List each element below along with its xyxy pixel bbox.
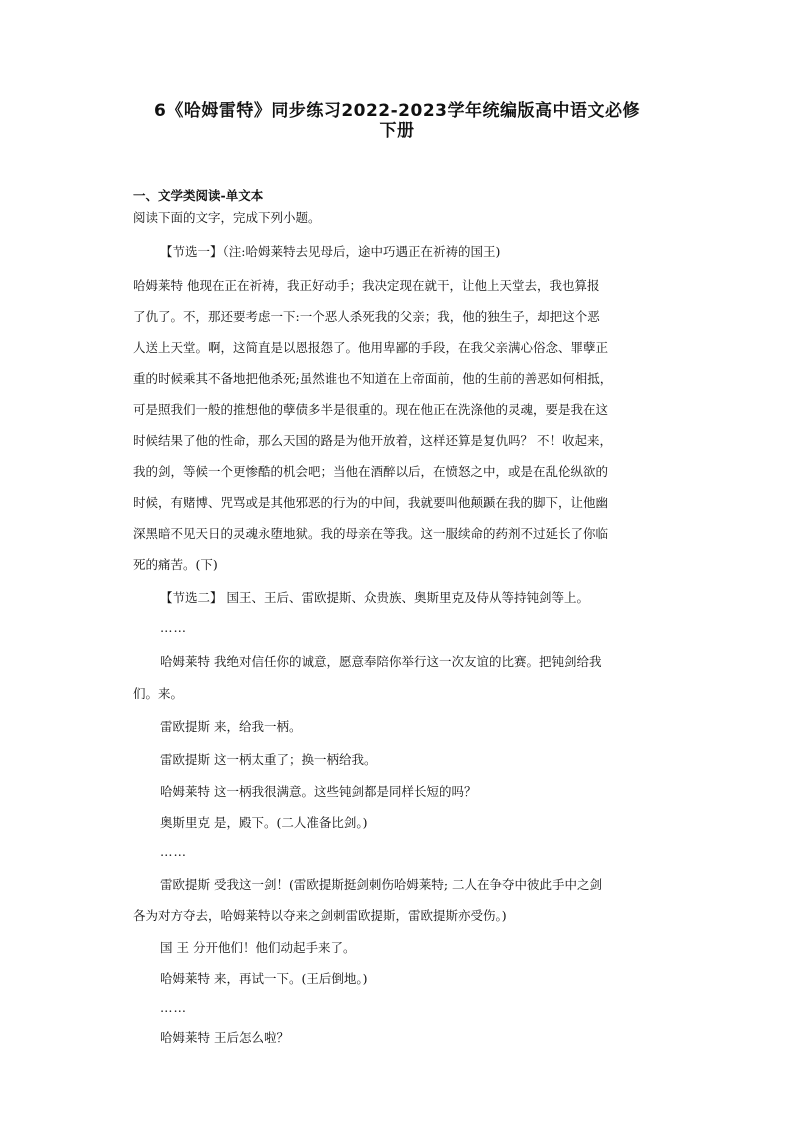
dialogue-line: 雷欧提斯 来，给我一柄。 [160,719,302,734]
instruction-text: 阅读下面的文字，完成下列小题。 [133,210,321,225]
paragraph-line: 死的痛苦。(下) [133,557,218,572]
excerpt-1-heading: 【节选一】（注:哈姆莱特去见母后，途中巧遇正在祈祷的国王) [160,244,501,259]
dialogue-line: 国 王 分开他们！他们动起手来了。 [160,940,356,955]
doc-title-line-2: 下册 [379,121,415,141]
ellipsis: …… [160,620,187,635]
dialogue-line: 奥斯里克 是，殿下。(二人准备比剑。) [160,815,368,830]
section-heading: 一、文学类阅读-单文本 [133,188,264,203]
dialogue-line: 哈姆莱特 我绝对信任你的诚意，愿意奉陪你举行这一次友谊的比赛。把钝剑给我 [160,654,602,669]
paragraph-line: 哈姆莱特 他现在正在祈祷，我正好动手；我决定现在就干，让他上天堂去，我也算报 [133,278,600,293]
dialogue-line: 哈姆莱特 这一柄我很满意。这些钝剑都是同样长短的吗？ [160,784,477,799]
dialogue-line: 雷欧提斯 受我这一剑！(雷欧提斯挺剑刺伤哈姆莱特; 二人在争夺中彼此手中之剑 [160,877,603,892]
dialogue-line: 哈姆莱特 来，再试一下。(王后倒地。) [160,971,368,986]
dialogue-line-cont: 各为对方夺去，哈姆莱特以夺来之剑刺雷欧提斯，雷欧提斯亦受伤。) [133,908,507,923]
paragraph-line: 人送上天堂。啊，这简直是以恩报怨了。他用卑鄙的手段，在我父亲满心俗念、罪孽正 [133,340,609,355]
paragraph-line: 重的时候乘其不备地把他杀死;虽然谁也不知道在上帝面前，他的生前的善恶如何相抵， [133,371,613,386]
dialogue-line: 雷欧提斯 这一柄太重了；换一柄给我。 [160,752,377,767]
ellipsis: …… [160,844,187,859]
paragraph-line: 深黑暗不见天日的灵魂永堕地狱。我的母亲在等我。这一服续命的药剂不过延长了你临 [133,526,609,541]
doc-title-line-1: 6《哈姆雷特》同步练习2022-2023学年统编版高中语文必修 [153,101,640,121]
paragraph-line: 时候结果了他的性命，那么天国的路是为他开放着，这样还算是复仇吗？ 不！收起来， [133,433,612,448]
paragraph-line: 我的剑，等候一个更惨酷的机会吧；当他在酒醉以后，在愤怒之中，或是在乱伦纵欲的 [133,464,609,479]
paragraph-line: 了仇了。不，那还要考虑一下:一个恶人杀死我的父亲；我，他的独生子，却把这个恶 [133,309,600,324]
dialogue-line: 哈姆莱特 王后怎么啦？ [160,1030,289,1045]
dialogue-line-cont: 们。来。 [133,686,184,701]
paragraph-line: 时候，有赌博、咒骂或是其他邪恶的行为的中间，我就要叫他颠踬在我的脚下，让他幽 [133,495,609,510]
excerpt-2-heading: 【节选二】 国王、王后、雷欧提斯、众贵族、奥斯里克及侍从等持钝剑等上。 [160,590,589,605]
ellipsis: …… [160,1000,187,1015]
paragraph-line: 可是照我们一般的推想他的孽债多半是很重的。现在他正在洗涤他的灵魂，要是我在这 [133,402,609,417]
